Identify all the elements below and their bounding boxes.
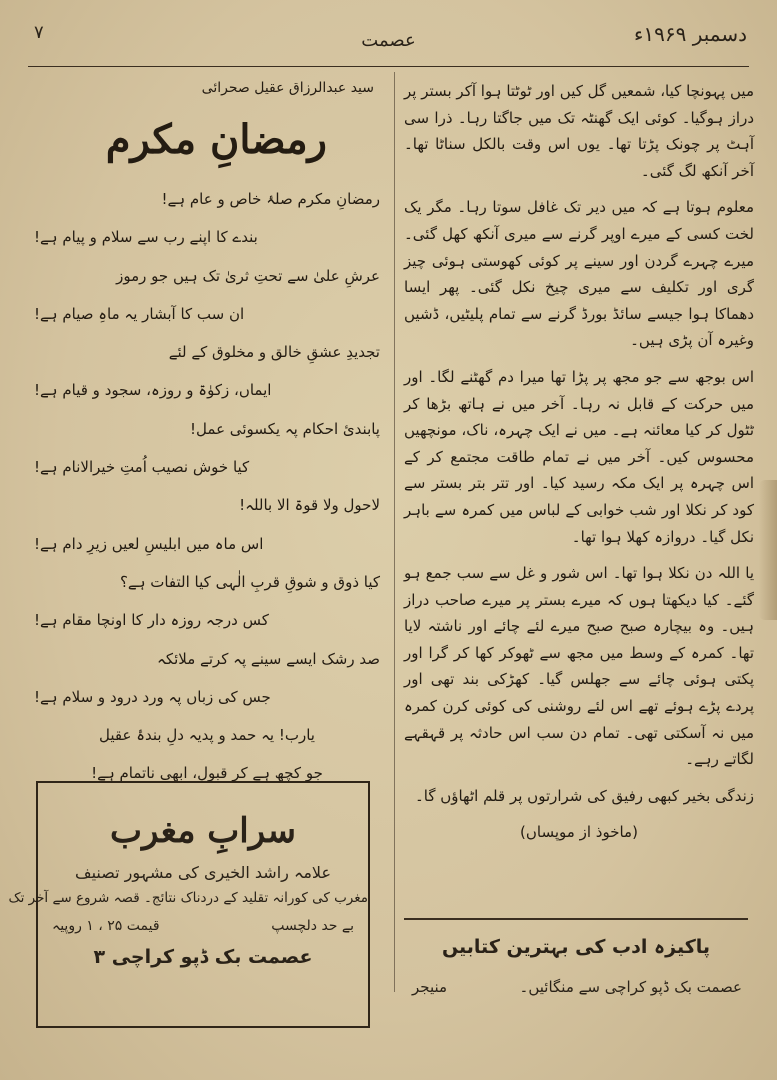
story-paragraph: میں پہونچا کیا، شمعیں گل کیں اور ٹوٹتا ہوا آکر بستر پر دراز ہوگیا۔ کوئی ایک گھنٹہ تک میں جاگتا رہا۔ ذرا سی آہٹ پر چونک پڑتا تھا۔ یوں اس وقت بالکل سناٹا تھا۔ آخر آنکھ لگ گئی۔ — [404, 82, 754, 180]
poem-title-block — [32, 102, 382, 180]
poem-verse: یارب! یہ حمد و پدیہ دلِ بندۂ عقیل — [99, 726, 315, 745]
header-rule — [28, 66, 749, 67]
poem-verse: پابندیٔ احکام پہ یکسوئی عمل! — [190, 419, 380, 438]
story-closing-line: زندگی بخیر کبھی رفیق کی شرارتوں پر قلم اٹھاؤں گا۔ — [414, 786, 754, 805]
poem-verse: صد رشک ایسے سینے پہ کرتے ملائکہ — [157, 649, 380, 668]
promo-title: پاکیزہ ادب کی بہترین کتابیں — [441, 936, 711, 958]
book-advertisement — [8, 781, 370, 1028]
poem-title: رمضانِ مکرم — [105, 116, 327, 163]
poem-verse: عرشِ علیٰ سے تحتِ ثریٰ تک ہیں جو رموز — [116, 266, 380, 285]
promo-rule — [404, 918, 748, 920]
ad-book-title: سرابِ مغرب — [110, 811, 296, 851]
column-divider — [394, 72, 395, 992]
story-paragraph: یا اللہ دن نکلا ہوا تھا۔ اس شور و غل سے سب جمع ہو گئے۔ کیا دیکھتا ہوں کہ میرے بستر پر میرے صاحب دراز ہیں۔ وہ بیچارہ صبح صبح میرے لئے چائے اور ناشتہ لایا تھا۔ کمرہ کے وسط میں مجھ سے ٹھوکر کھا کر گرا اور پکتی ہوئی چائے سے جھلس گیا۔ کھڑکی بند تھی اور پردے پڑے ہوئے تھے اس لئے روشنی کی کوئی کرن کمرہ میں نہ آسکتی تھی۔ تمام دن سب اس حادثہ پر قہقہے لگاتے رہے۔ — [404, 564, 754, 769]
page-number: ۷ — [34, 22, 44, 43]
poem-author: سید عبدالرزاق عقیل صحرائی — [201, 80, 374, 96]
story-paragraph: اس بوجھ سے جو مجھ پر پڑا تھا میرا دم گھٹنے لگا۔ اور میں حرکت کے قابل نہ رہا۔ آخر میں نے ہاتھ بڑھا کر ٹٹول کر کیا معائنہ ہے۔ میں نے ایک چہرہ، ناک، مونچھیں محسوس کیں۔ آخر میں نے تمام طاقت مجتمع کر کے اس چہرہ پر ایک مکہ رسید کیا۔ اور تتر بتر بستر سے کود کر نکلا اور شب خوابی کے لباس میں کمرہ سے باہر نکل گیا۔ دروازہ کھلا ہوا تھا۔ — [404, 367, 754, 546]
poem-column — [32, 80, 382, 793]
promo-signature: منیجر — [412, 978, 448, 996]
poem-verse: کیا ذوق و شوقِ قربِ الٰہی کیا التفات ہے؟ — [119, 572, 380, 591]
story-paragraph: معلوم ہوتا ہے کہ میں دیر تک غافل سوتا رہا۔ مگر یک لخت کسی کے میرے اوپر گرنے سے میری آنکھ کھل گئی۔ میرے چہرے گردن اور سینے پر کوئی کھوستی ہوئی چیز گری اور تکلیف سے میری چیخ نکل گئی۔ پھر ایسا دھماکا ہوا جیسے سائڈ بورڈ گرنے سے تمام پلیٹیں، ڈشیں وغیرہ آن پڑی ہیں۔ — [404, 198, 754, 350]
ad-publisher: عصمت بک ڈپو کراچی ۳ — [93, 946, 313, 968]
story-column — [404, 78, 754, 856]
ad-price: قیمت ۲۵ ، ۱ روپیہ — [52, 918, 160, 934]
poem-verse: کیا خوش نصیب اُمتِ خیرالانام ہے! — [34, 458, 250, 477]
poem-verse: رمضانِ مکرم صلۂ خاص و عام ہے! — [161, 190, 380, 208]
poem-verse: تجدیدِ عشقِ خالق و مخلوق کے لئے — [168, 343, 380, 362]
poem-verse: کس درجہ روزہ دار کا اونچا مقام ہے! — [34, 611, 269, 630]
poem-verse: ان سب کا آبشار یہ ماہِ صیام ہے! — [34, 304, 245, 323]
poem-verse: ایماں، زکوٰۃ و روزہ، سجود و قیام ہے! — [34, 381, 272, 400]
promo-line — [412, 978, 742, 996]
poem-verse: لاحول ولا قوۃ الا باللہ! — [239, 496, 380, 515]
ad-author-line: علامہ راشد الخیری کی مشہور تصنیف — [75, 863, 331, 882]
issue-date: دسمبر ۱۹۶۹ء — [633, 22, 747, 46]
ad-description: مغرب کی کورانہ تقلید کے دردناک نتائج۔ قصہ شروع سے آخر تک — [8, 890, 368, 906]
torn-paper-edge — [759, 480, 777, 620]
poem-verse: جس کی زباں پہ ورد درود و سلام ہے! — [34, 687, 271, 706]
promo-text: عصمت بک ڈپو کراچی سے منگائیں۔ — [519, 978, 742, 996]
ad-tagline: بے حد دلچسپ — [271, 918, 354, 934]
story-citation: (ماخوذ از موپساں) — [520, 823, 638, 842]
poem-verse: بندے کا اپنے رب سے سلام و پیام ہے! — [34, 228, 258, 247]
poem-verse: جو کچھ ہے کر قبول، ابھی ناتمام ہے! — [91, 764, 323, 783]
poem-verse: اس ماہ میں ابلیسِ لعیں زیرِ دام ہے! — [34, 534, 264, 553]
magazine-title: عصمت — [361, 30, 416, 51]
ad-details-row — [38, 918, 368, 934]
